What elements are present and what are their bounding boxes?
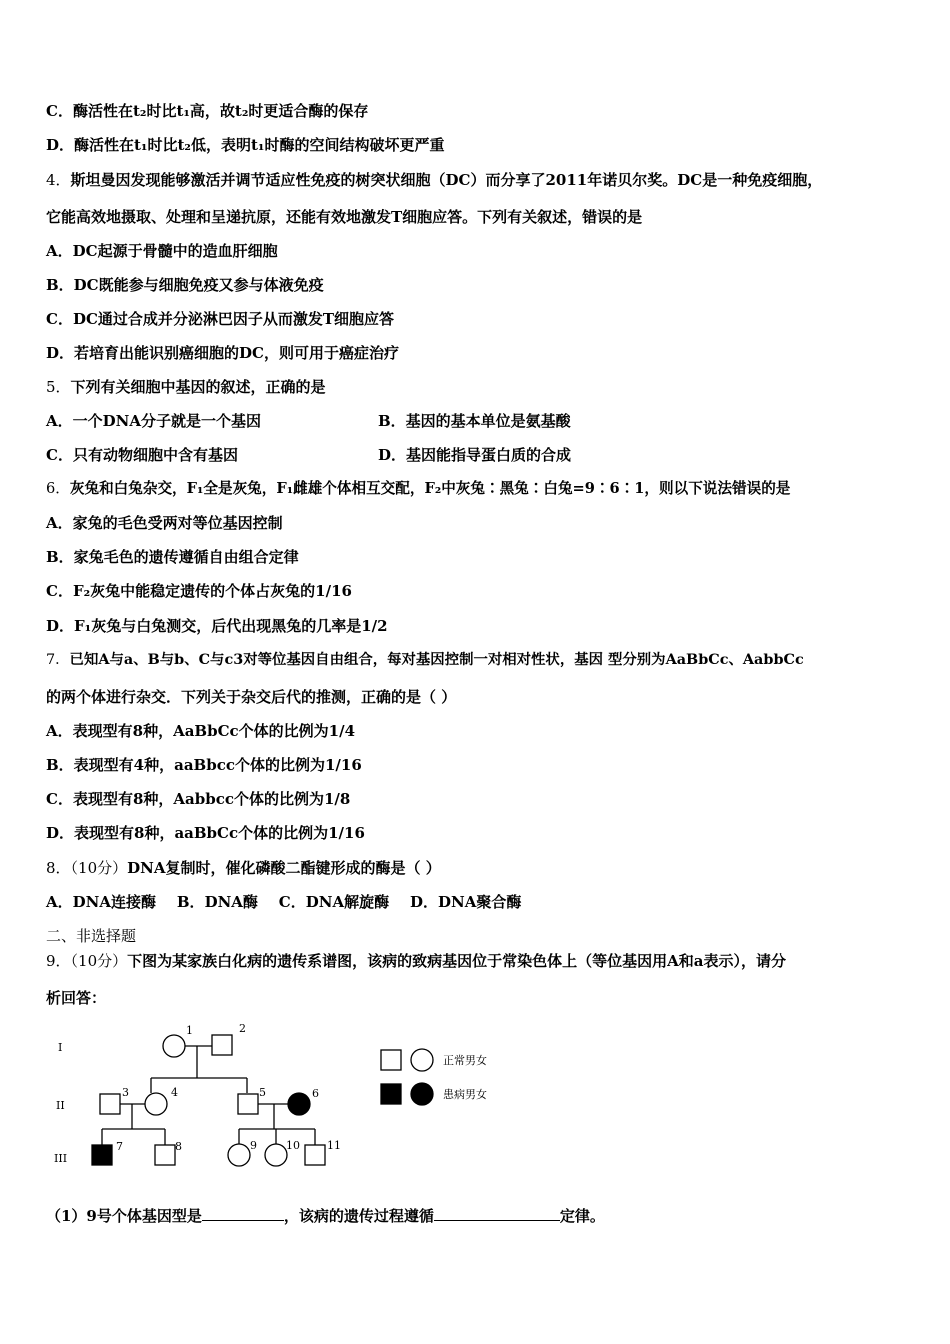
id-label-3: 3 (122, 1086, 129, 1099)
q5-option-c: C．只有动物细胞中含有基因 (46, 446, 238, 464)
q9-number: 9．（10分） (46, 952, 128, 970)
id-label-2: 2 (239, 1022, 246, 1035)
id-label-11: 11 (327, 1139, 341, 1152)
pedigree-individual-4 (145, 1093, 167, 1115)
q7-option-d: D．表现型有8种，aaBbCc个体的比例为1/16 (46, 824, 365, 842)
generation-label-II: II (56, 1099, 65, 1112)
q7-stem1-text: 已知A与a、B与b、C与c3对等位基因自由组合，每对基因控制一对相对性状，基因 型分别为AaBbCc、AabbCc (69, 651, 804, 668)
q7-option-a: A．表现型有8种，AaBbCc个体的比例为1/4 (46, 722, 356, 740)
q8-stem (46, 858, 441, 878)
id-label-1: 1 (186, 1024, 193, 1037)
pedigree-individual-6 (288, 1093, 310, 1115)
q7-option-b: B．表现型有4种，aaBbcc个体的比例为1/16 (46, 756, 362, 774)
q9-stem-line1 (46, 951, 786, 971)
q5-option-d: D．基因能指导蛋白质的合成 (378, 446, 572, 464)
generation-label-III: III (54, 1152, 68, 1165)
pedigree-chart (40, 1018, 510, 1178)
id-label-9: 9 (250, 1139, 257, 1152)
pedigree-individual-2 (212, 1035, 232, 1055)
q5-number: 5． (46, 378, 71, 396)
q6-option-d: D．F₁灰兔与白兔测交，后代出现黑兔的几率是1/2 (46, 617, 388, 635)
q6-number: 6． (46, 480, 70, 497)
q5-option-b: B．基因的基本单位是氨基酸 (378, 412, 571, 430)
q3-option-d: D．酶活性在t₁时比t₂低，表明t₁时酶的空间结构破坏更严重 (46, 136, 445, 154)
legend-affected-male-icon (381, 1084, 401, 1104)
pedigree-individual-9 (228, 1144, 250, 1166)
q7-number: 7． (46, 652, 70, 668)
legend-normal-female-icon (411, 1049, 433, 1071)
legend-affected-female-icon (411, 1083, 433, 1105)
pedigree-individual-5 (238, 1094, 258, 1114)
q4-stem-line2: 它能高效地摄取、处理和呈递抗原，还能有效地激发T细胞应答。下列有关叙述，错误的是 (46, 208, 643, 226)
id-label-8: 8 (175, 1140, 182, 1153)
q6-option-a: A．家兔的毛色受两对等位基因控制 (46, 514, 283, 532)
q9-sub1-text-a: （1）9号个体基因型是 (46, 1207, 202, 1225)
pedigree-individual-8 (155, 1145, 175, 1165)
generation-label-I: I (58, 1041, 63, 1054)
q9-answer-blank-2[interactable] (434, 1206, 560, 1221)
legend-affected-label: 患病男女 (443, 1088, 487, 1101)
q6-stem-text: 灰兔和白兔杂交，F₁全是灰兔，F₁雌雄个体相互交配，F₂中灰兔∶黑兔∶白兔=9∶6∶1，则以下说法错误的是 (69, 480, 791, 497)
q8-number: 8．（10分） (46, 859, 128, 877)
legend-normal-label: 正常男女 (443, 1054, 487, 1067)
q4-stem1-text: 斯坦曼因发现能够激活并调节适应性免疫的树突状细胞（DC）而分享了2011年诺贝尔奖。DC是一种免疫细胞， (70, 171, 823, 189)
q9-sub1-text-b: ，该病的遗传过程遵循 (283, 1207, 434, 1225)
q6-option-c: C．F₂灰兔中能稳定遗传的个体占灰兔的1/16 (46, 582, 352, 600)
q4-option-d: D．若培育出能识别癌细胞的DC，则可用于癌症治疗 (46, 344, 399, 362)
legend-normal-male-icon (381, 1050, 401, 1070)
q9-sub1-text-c: 定律。 (559, 1207, 605, 1225)
q6-option-b: B．家兔毛色的遗传遵循自由组合定律 (46, 548, 299, 566)
q7-stem-line1 (46, 650, 804, 670)
q4-option-a: A．DC起源于骨髓中的造血肝细胞 (46, 242, 278, 260)
q4-number: 4． (46, 171, 71, 189)
pedigree-individual-1 (163, 1035, 185, 1057)
q9-stem1-text: 下图为某家族白化病的遗传系谱图，该病的致病基因位于常染色体上（等位基因用A和a表示），请分 (127, 952, 787, 970)
pedigree-individual-10 (265, 1144, 287, 1166)
q4-stem-line1 (46, 170, 822, 190)
id-label-10: 10 (286, 1139, 300, 1152)
q3-option-c: C．酶活性在t₂时比t₁高，故t₂时更适合酶的保存 (46, 102, 369, 120)
q4-option-c: C．DC通过合成并分泌淋巴因子从而激发T细胞应答 (46, 310, 395, 328)
pedigree-individual-7 (92, 1145, 112, 1165)
q9-stem-line2: 析回答： (46, 989, 107, 1007)
q9-sub1 (46, 1206, 605, 1226)
id-label-6: 6 (312, 1087, 319, 1100)
id-label-4: 4 (171, 1086, 178, 1099)
q6-stem (46, 479, 790, 499)
q8-options: A．DNA连接酶 B．DNA酶 C．DNA解旋酶 D．DNA聚合酶 (46, 893, 522, 911)
pedigree-individual-11 (305, 1145, 325, 1165)
id-label-5: 5 (259, 1086, 266, 1099)
q4-option-b: B．DC既能参与细胞免疫又参与体液免疫 (46, 276, 324, 294)
q5-stem (46, 377, 326, 397)
q5-option-a: A．一个DNA分子就是一个基因 (46, 412, 261, 430)
id-label-7: 7 (116, 1140, 123, 1153)
q8-stem-text: DNA复制时，催化磷酸二酯键形成的酶是（ ） (127, 859, 441, 877)
section-heading: 二、非选择题 (46, 927, 137, 945)
q9-answer-blank-1[interactable] (202, 1206, 284, 1221)
q7-stem-line2: 的两个体进行杂交．下列关于杂交后代的推测，正确的是（ ） (46, 688, 457, 706)
pedigree-individual-3 (100, 1094, 120, 1114)
q5-stem-text: 下列有关细胞中基因的叙述，正确的是 (70, 378, 326, 396)
q7-option-c: C．表现型有8种，Aabbcc个体的比例为1/8 (46, 790, 351, 808)
